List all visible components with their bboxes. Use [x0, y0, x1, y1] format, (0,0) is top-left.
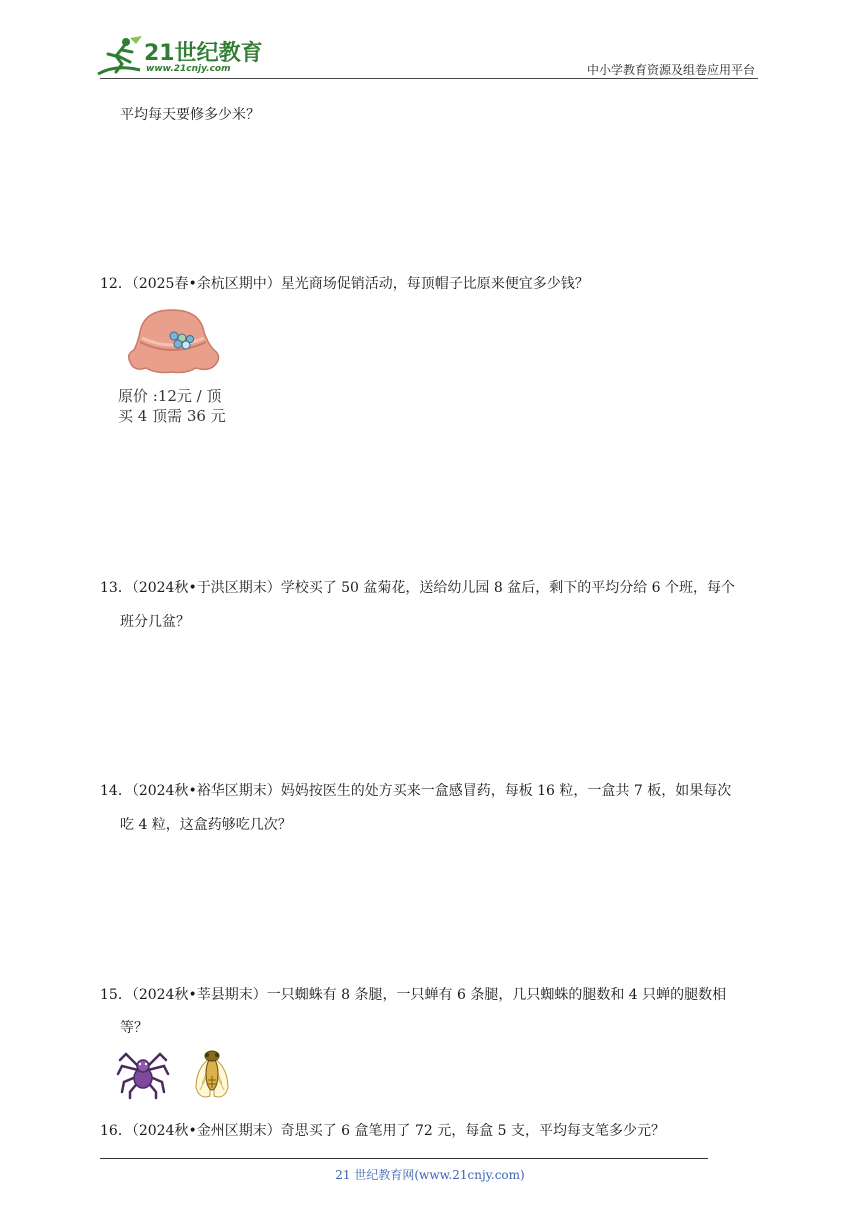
page-header: [0, 0, 860, 80]
question-15-line1: 15．（2024秋•莘县期末）一只蜘蛛有 8 条腿，一只蝉有 6 条腿，几只蜘蛛的腿数和 4 只蝉的腿数相: [100, 987, 727, 1003]
platform-tagline: 中小学教育资源及组卷应用平台: [586, 63, 755, 77]
question-12: 12．（2025春•余杭区期中）星光商场促销活动，每顶帽子比原来便宜多少钱？: [100, 276, 589, 292]
question-13-line2: 班分几盆？: [120, 614, 190, 630]
footer-divider: [100, 1158, 708, 1159]
runner-logo-icon: [96, 34, 146, 78]
hat-original-price: 原价 :12元 / 顶: [118, 387, 222, 405]
question-14-line1: 14．（2024秋•裕华区期末）妈妈按医生的处方买来一盒感冒药，每板 16 粒，一盒共 7 板，如果每次: [100, 783, 732, 799]
question-14-line2: 吃 4 粒，这盒药够吃几次？: [120, 817, 292, 833]
logo-url: www.21cnjy.com: [146, 64, 231, 74]
header-divider: [100, 78, 758, 79]
footer-source[interactable]: 21 世纪教育网(www.21cnjy.com): [335, 1168, 525, 1182]
site-logo[interactable]: [96, 34, 266, 78]
logo-title: 21世纪教育: [144, 41, 263, 66]
spider-icon: [116, 1044, 170, 1100]
question-16: 16．（2024秋•金州区期末）奇思买了 6 盒笔用了 72 元，每盒 5 支，平均每支笔多少元？: [100, 1123, 666, 1139]
question-13-line1: 13．（2024秋•于洪区期末）学校买了 50 盆菊花，送给幼儿园 8 盆后，剩下的平均分给 6 个班，每个: [100, 580, 736, 596]
hat-icon: [116, 302, 236, 382]
cicada-icon: [190, 1044, 234, 1106]
question-15-line2: 等？: [120, 1020, 148, 1036]
hat-promo-price: 买 4 顶需 36 元: [118, 407, 226, 425]
q11-continuation: 平均每天要修多少米？: [120, 107, 260, 123]
